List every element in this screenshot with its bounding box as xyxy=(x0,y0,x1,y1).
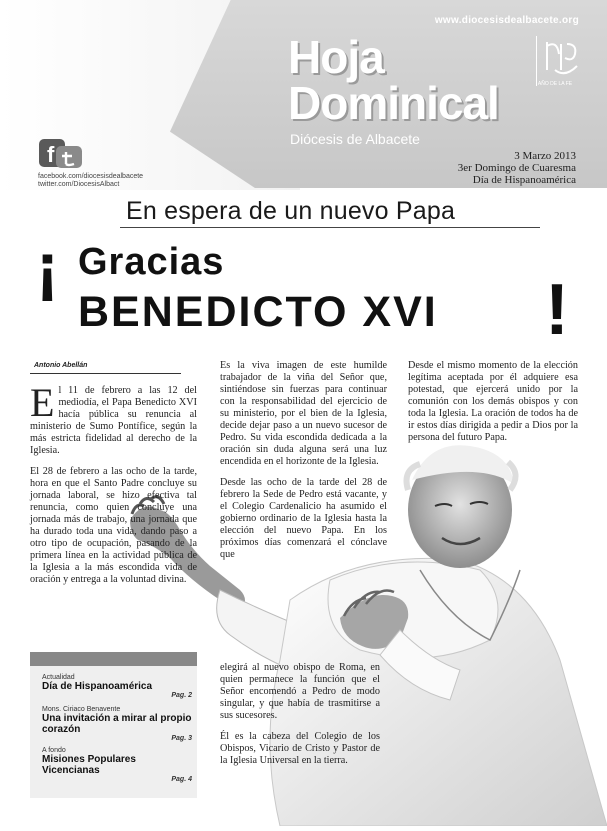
column2b-paragraph-2: Él es la cabeza del Colegio de los Obispos, Vicario de Cristo y Pastor de la Iglesia Universal en la tierra. xyxy=(220,731,380,766)
contents-sidebar-header xyxy=(30,652,197,666)
author-divider xyxy=(30,373,181,374)
column2-paragraph-2: Desde las ocho de la tarde del 28 de febrero la Sede de Pedro está vacante, y el Colegio Cardenalicio ha asumido el gobierno ordinario de la Iglesia hasta la elección del nuevo Papa. En los próximos días comenzará el cónclave que xyxy=(220,477,387,560)
headline-line2: BENEDICTO XVI xyxy=(78,288,438,336)
social-links xyxy=(38,173,143,189)
twitter-link[interactable]: twitter.com/DiocesisAlbact xyxy=(38,181,120,188)
article-column-1 xyxy=(30,380,197,595)
issue-date: 3 Marzo 2013 xyxy=(514,150,576,162)
contents-section: Mons. Ciriaco Benavente xyxy=(42,706,121,713)
drop-cap: E xyxy=(30,380,55,425)
contents-page: Pag. 4 xyxy=(171,776,192,783)
masthead-subtitle: Diócesis de Albacete xyxy=(290,131,420,147)
kicker-headline: En espera de un nuevo Papa xyxy=(126,197,456,225)
column1-paragraph-1: l 11 de febrero a las 12 del mediodía, el Papa Benedicto XVI hacía pública su renuncia al ministerio de Sumo Pontífice, según la más estricta fidelidad al derecho de la Iglesia. xyxy=(30,385,197,456)
article-column-2 xyxy=(220,360,387,570)
issue-date-block xyxy=(420,150,576,186)
special-day: Día de Hispanoamérica xyxy=(472,174,576,186)
contents-page: Pag. 3 xyxy=(171,735,192,742)
article-column-3 xyxy=(408,360,578,453)
contents-item[interactable] xyxy=(42,706,192,742)
logo-caption: AÑO DE LA FE xyxy=(537,81,573,87)
headline-open-exclamation: ¡ xyxy=(36,229,59,305)
masthead-title-line1: Hoja xyxy=(288,31,384,83)
site-url-link[interactable]: www.diocesisdealbacete.org xyxy=(434,15,579,26)
facebook-link[interactable]: facebook.com/diocesisdealbacete xyxy=(38,173,144,180)
year-of-faith-logo xyxy=(536,36,587,86)
article-column-2-continued xyxy=(220,662,380,776)
column1-paragraph-2: El 28 de febrero a las ocho de la tarde, hora en que el Santo Padre concluye su jornada laboral, se hizo efectiva tal renuncia, como quien concluye una jornada más de trabajo, una jornada que ha durado toda una vida, dando paso a otro tipo de ocupación, pasando de la primera línea en la actividad pública de la Iglesia a la más escondida vida de oración y entrega a la voluntad divina. xyxy=(30,466,197,585)
social-icons[interactable] xyxy=(38,138,84,170)
column2b-paragraph-1: elegirá al nuevo obispo de Roma, en quien permanece la función que el Señor encomendó a Pedro de modo singular, y que había de trasmitirse a sus sucesores. xyxy=(220,662,380,721)
contents-item[interactable] xyxy=(42,674,192,699)
contents-title: Día de Hispanoamérica xyxy=(42,681,153,692)
kicker-divider xyxy=(120,227,540,228)
facebook-letter: f xyxy=(47,142,55,167)
column2-paragraph-1: Es la viva imagen de este humilde trabajador de la viña del Señor que, sintiéndose sin fuerzas para continuar con la responsabilidad del ejercicio de su ministerio, por el bien de la Iglesia, decide dejar paso a un nuevo sucesor de Pedro. Su vida escondida dedicada a la oración sin duda alguna será una luz encendida en el horizonte de la Iglesia. xyxy=(220,360,387,467)
contents-item[interactable] xyxy=(42,747,192,783)
liturgical-sunday: 3er Domingo de Cuaresma xyxy=(457,162,576,174)
headline-close-exclamation: ! xyxy=(545,270,569,350)
headline-line1: Gracias xyxy=(78,241,225,283)
contents-title: Misiones Populares Vicencianas xyxy=(42,754,136,776)
facebook-twitter-icon xyxy=(38,138,84,170)
masthead-title-line2: Dominical xyxy=(288,77,499,129)
contents-page: Pag. 2 xyxy=(171,692,192,699)
column3-paragraph-1: Desde el mismo momento de la elección legítima aceptada por él adquiere esa potestad, que ejercerá unido por la comunión con los demás obispos y con toda la Iglesia. La oración de todos ha de ir estos días dirigida a pedir a Dios por la persona del futuro Papa. xyxy=(408,360,578,443)
contents-section: A fondo xyxy=(42,747,66,754)
contents-title: Una invitación a mirar al propio corazón xyxy=(42,713,192,735)
contents-section: Actualidad xyxy=(42,674,75,681)
year-of-faith-icon xyxy=(537,36,587,82)
article-author: Antonio Abellán xyxy=(34,362,88,369)
